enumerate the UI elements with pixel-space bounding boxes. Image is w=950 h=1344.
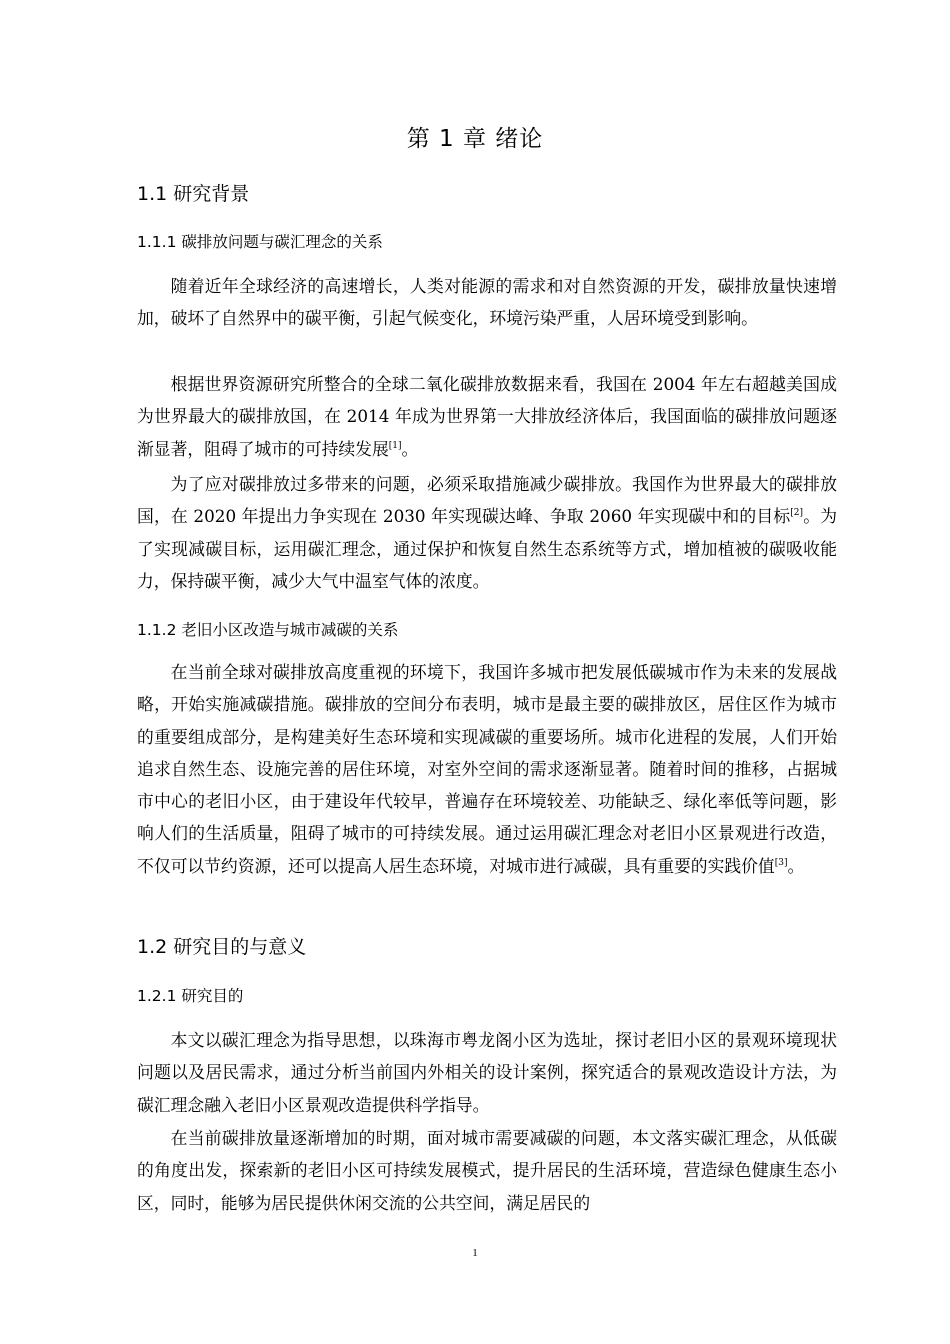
subsection-heading-1-1-1: 1.1.1 碳排放问题与碳汇理念的关系 <box>137 233 383 251</box>
paragraph-text: 为了应对碳排放过多带来的问题，必须采取措施减少碳排放。我国作为世界最大的碳排放国，在 2020 年提出力争实现在 2030 年实现碳达峰、争取 2060 年实现碳中和的目标 <box>137 474 837 527</box>
paragraph <box>137 468 837 597</box>
citation-ref: [1] <box>388 440 402 451</box>
paragraph: 在当前碳排放量逐渐增加的时期，面对城市需要减碳的问题，本文落实碳汇理念，从低碳的角度出发，探索新的老旧小区可持续发展模式，提升居民的生活环境，营造绿色健康生态小区，同时，能够为居民提供休闲交流的公共空间，满足居民的 <box>137 1128 837 1213</box>
paragraph-text: 根据世界资源研究所整合的全球二氧化碳排放数据来看，我国在 2004 年左右超越美国成为世界最大的碳排放国，在 2014 年成为世界第一大排放经济体后，我国面临的碳排放问题逐渐显著，阻碍了城市的可持续发展 <box>137 374 837 459</box>
paragraph: 随着近年全球经济的高速增长，人类对能源的需求和对自然资源的开发，碳排放量快速增加，破坏了自然界中的碳平衡，引起气候变化，环境污染严重，人居环境受到影响。 <box>137 276 837 329</box>
subsection-heading-1-1-2: 1.1.2 老旧小区改造与城市减碳的关系 <box>137 621 399 639</box>
paragraph <box>137 656 837 882</box>
section-heading-1-2: 1.2 研究目的与意义 <box>137 936 307 958</box>
paragraph-text: 。 <box>401 438 419 459</box>
paragraph-text: 在当前全球对碳排放高度重视的环境下，我国许多城市把发展低碳城市作为未来的发展战略，开始实施减碳措施。碳排放的空间分布表明，城市是最主要的碳排放区，居住区作为城市的重要组成部分，是构建美好生态环境和实现减碳的重要场所。城市化进程的发展，人们开始追求自然生态、设施完善的居住环境，对室外空间的需求逐渐显著。随着时间的推移，占据城市中心的老旧小区，由于建设年代较早，普遍存在环境较差、功能缺乏、绿化率低等问题，影响人们的生活质量，阻碍了城市的可持续发展。通过运用碳汇理念对老旧小区景观进行改造，不仅可以节约资源，还可以提高人居生态环境，对城市进行减碳，具有重要的实践价值 <box>137 662 837 876</box>
citation-ref: [2] <box>790 508 804 519</box>
citation-ref: [3] <box>774 857 788 868</box>
paragraph-text: 。为了实现减碳目标，运用碳汇理念，通过保护和恢复自然生态系统等方式，增加植被的碳吸收能力，保持碳平衡，减少大气中温室气体的浓度。 <box>137 506 837 591</box>
subsection-heading-1-2-1: 1.2.1 研究目的 <box>137 987 244 1005</box>
paragraph-text: 。 <box>787 855 805 876</box>
paragraph: 本文以碳汇理念为指导思想，以珠海市粤龙阁小区为选址，探讨老旧小区的景观环境现状问题以及居民需求，通过分析当前国内外相关的设计案例，探究适合的景观改造设计方法，为碳汇理念融入老旧小区景观改造提供科学指导。 <box>137 1030 837 1115</box>
section-heading-1-1: 1.1 研究背景 <box>137 183 250 205</box>
chapter-title: 第 1 章 绪论 <box>406 126 544 152</box>
paragraph <box>137 368 837 465</box>
page-number: 1 <box>472 1247 478 1259</box>
